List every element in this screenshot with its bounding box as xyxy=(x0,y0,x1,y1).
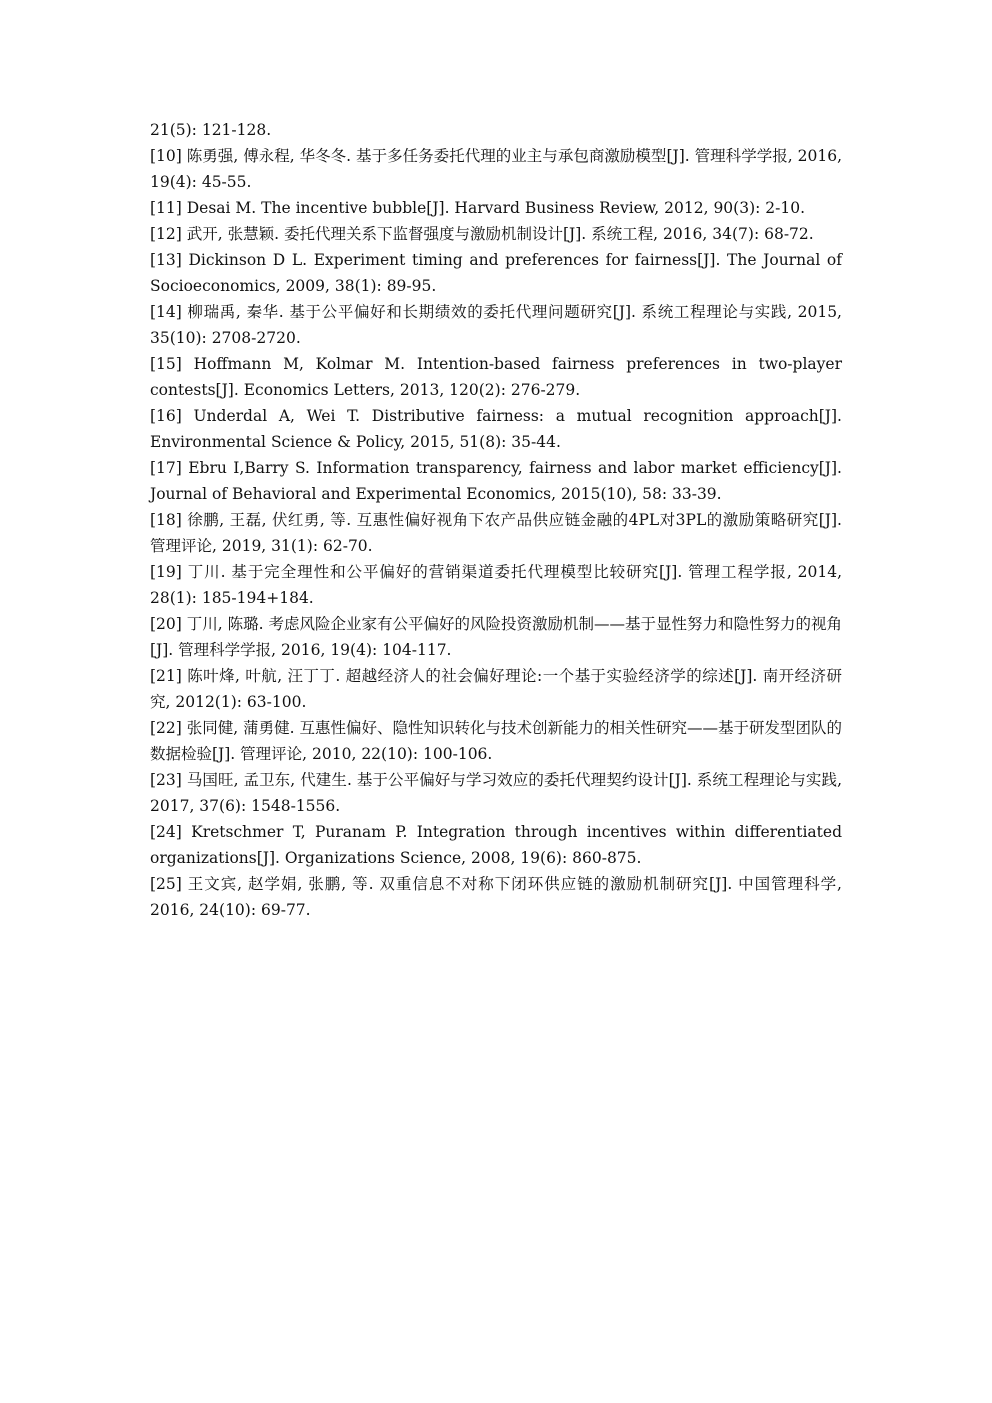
reference-19: [19] 丁川. 基于完全理性和公平偏好的营销渠道委托代理模型比较研究[J]. 管理工程学报, 2014, 28(1): 185-194+184. xyxy=(150,563,842,607)
reference-10: [10] 陈勇强, 傅永程, 华冬冬. 基于多任务委托代理的业主与承包商激励模型[J]. 管理科学学报, 2016, 19(4): 45-55. xyxy=(150,147,842,191)
reference-14: [14] 柳瑞禹, 秦华. 基于公平偏好和长期绩效的委托代理问题研究[J]. 系统工程理论与实践, 2015, 35(10): 2708-2720. xyxy=(150,303,842,347)
reference-22: [22] 张同健, 蒲勇健. 互惠性偏好、隐性知识转化与技术创新能力的相关性研究——基于研发型团队的数据检验[J]. 管理评论, 2010, 22(10): 100-106. xyxy=(150,719,842,763)
reference-15: [15] Hoffmann M, Kolmar M. Intention-based fairness preferences in two-player contests[J]. Economics Letters, 2013, 120(2): 276-279. xyxy=(150,355,842,399)
reference-16: [16] Underdal A, Wei T. Distributive fairness: a mutual recognition approach[J]. Environmental Science & Policy, 2015, 51(8): 35-44. xyxy=(150,407,842,451)
reference-17: [17] Ebru I,Barry S. Information transparency, fairness and labor market efficiency[J]. Journal of Behavioral and Experimental Economics, 2015(10), 58: 33-39. xyxy=(150,459,842,503)
reference-18: [18] 徐鹏, 王磊, 伏红勇, 等. 互惠性偏好视角下农产品供应链金融的4PL对3PL的激励策略研究[J]. 管理评论, 2019, 31(1): 62-70. xyxy=(150,511,842,555)
reference-12: [12] 武开, 张慧颖. 委托代理关系下监督强度与激励机制设计[J]. 系统工程, 2016, 34(7): 68-72. xyxy=(150,225,814,243)
reference-24: [24] Kretschmer T, Puranam P. Integration through incentives within differentiated organizations[J]. Organizations Science, 2008, 19(6): 860-875. xyxy=(150,823,842,867)
reference-11: [11] Desai M. The incentive bubble[J]. Harvard Business Review, 2012, 90(3): 2-10. xyxy=(150,199,806,217)
reference-25: [25] 王文宾, 赵学娟, 张鹏, 等. 双重信息不对称下闭环供应链的激励机制研究[J]. 中国管理科学, 2016, 24(10): 69-77. xyxy=(150,875,842,919)
reference-21: [21] 陈叶烽, 叶航, 汪丁丁. 超越经济人的社会偏好理论:一个基于实验经济学的综述[J]. 南开经济研究, 2012(1): 63-100. xyxy=(150,667,842,711)
reference-list xyxy=(150,117,842,923)
reference-23: [23] 马国旺, 孟卫东, 代建生. 基于公平偏好与学习效应的委托代理契约设计[J]. 系统工程理论与实践, 2017, 37(6): 1548-1556. xyxy=(150,771,842,815)
reference-13: [13] Dickinson D L. Experiment timing and preferences for fairness[J]. The Journal of Socioeconomics, 2009, 38(1): 89-95. xyxy=(150,251,842,295)
reference-continuation: 21(5): 121-128. xyxy=(150,121,272,139)
reference-20: [20] 丁川, 陈璐. 考虑风险企业家有公平偏好的风险投资激励机制——基于显性努力和隐性努力的视角[J]. 管理科学学报, 2016, 19(4): 104-117. xyxy=(150,615,842,659)
